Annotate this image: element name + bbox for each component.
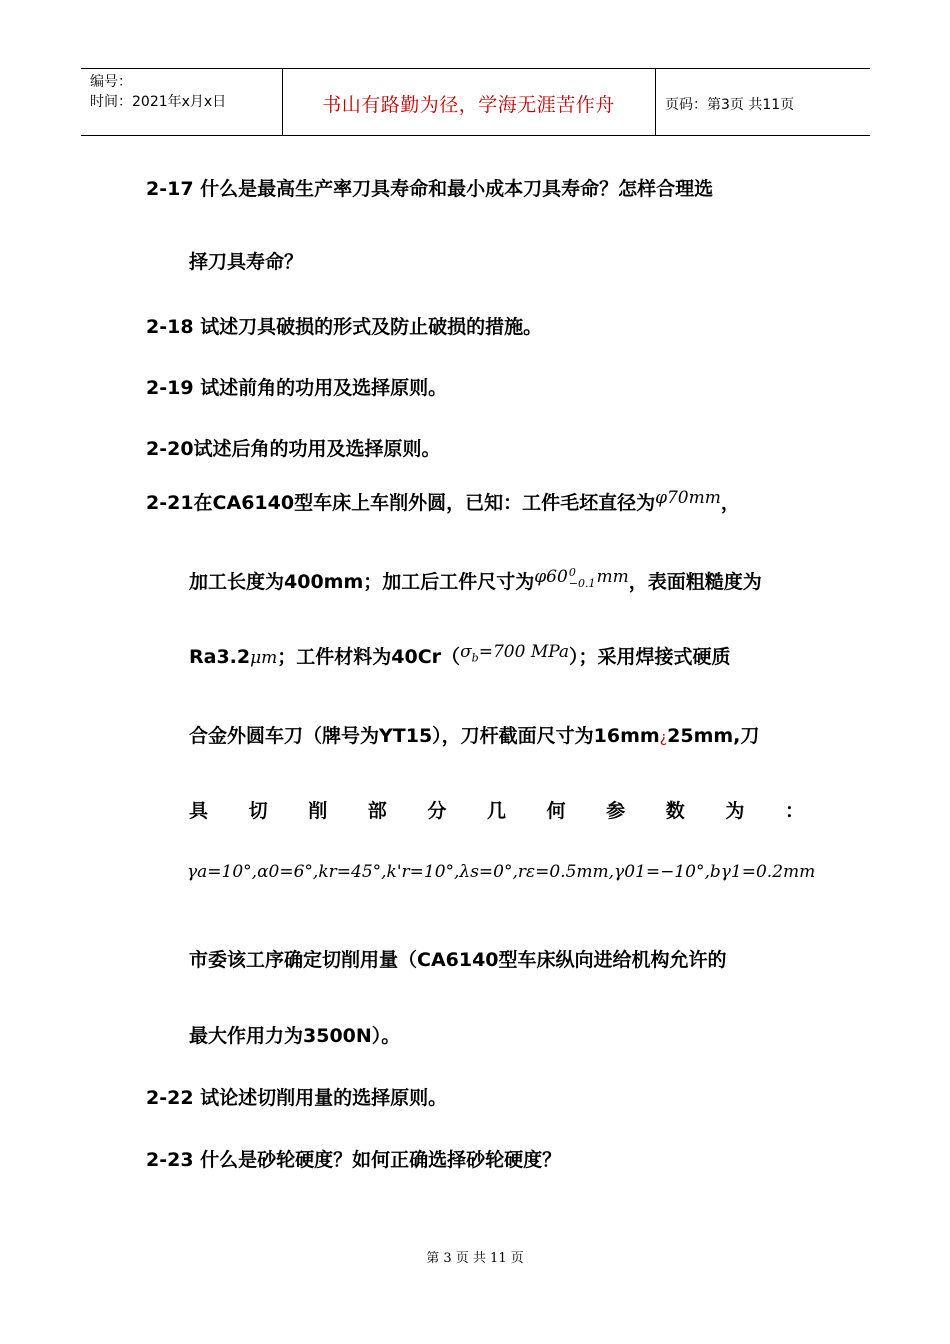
question-2-21-line2 bbox=[189, 567, 762, 595]
finished-size-formula bbox=[534, 565, 629, 590]
spread-char: 具 bbox=[189, 800, 209, 822]
number-label: 编号： bbox=[90, 74, 132, 90]
sigma-subscript: b bbox=[471, 651, 479, 665]
blank-diameter-formula: φ70mm bbox=[655, 488, 721, 508]
question-2-21-line3 bbox=[189, 642, 731, 670]
header-bottom-rule bbox=[81, 135, 870, 136]
page-footer: 第 3 页 共 11 页 bbox=[426, 1251, 524, 1266]
question-2-21-line5 bbox=[189, 796, 804, 823]
spread-char: 何 bbox=[546, 800, 566, 822]
header-page-info: 页码：第3页 共11页 bbox=[665, 97, 795, 113]
q21-line1-end: ， bbox=[720, 492, 740, 514]
spread-char: 几 bbox=[486, 800, 506, 822]
finished-size-unit: mm bbox=[596, 567, 629, 587]
spread-char: 分 bbox=[427, 800, 447, 822]
question-2-22: 2-22 试论述切削用量的选择原则。 bbox=[146, 1087, 448, 1109]
finished-size-base: φ60 bbox=[534, 567, 568, 587]
question-2-17-line2: 择刀具寿命？ bbox=[189, 251, 304, 273]
header-meta bbox=[90, 72, 226, 112]
q21-line3-text: ；工件材料为40Cr（ bbox=[277, 646, 461, 668]
time-label: 时间：2021年x月x日 bbox=[90, 94, 227, 110]
header-top-rule bbox=[81, 68, 870, 69]
tolerance-lower: −0.1 bbox=[568, 576, 596, 590]
roughness-unit: μm bbox=[250, 648, 278, 668]
header-motto: 书山有路勤为径，学海无涯苦作舟 bbox=[322, 94, 615, 116]
question-2-21-line4 bbox=[189, 721, 759, 748]
missing-glyph-mark: ¿ bbox=[659, 730, 668, 746]
q21-line3-end: ）；采用焊接式硬质 bbox=[569, 646, 731, 668]
tensile-strength-formula bbox=[460, 642, 570, 665]
sigma-value: =700 MPa bbox=[478, 642, 570, 662]
spread-char: ： bbox=[784, 800, 804, 822]
q21-line2-end: ，表面粗糙度为 bbox=[628, 571, 762, 593]
tolerance-upper: 0 bbox=[568, 565, 576, 579]
question-2-19: 2-19 试述前角的功用及选择原则。 bbox=[146, 377, 448, 399]
q21-line2-text: 加工长度为400mm；加工后工件尺寸为 bbox=[189, 571, 535, 593]
q21-line4-text: 合金外圆车刀（牌号为YT15），刀杆截面尺寸为16mm bbox=[189, 725, 660, 747]
question-2-21-line1 bbox=[146, 488, 740, 515]
q21-line4-end: 25mm,刀 bbox=[667, 725, 760, 747]
tolerance bbox=[569, 567, 596, 589]
question-2-18: 2-18 试述刀具破损的形式及防止破损的措施。 bbox=[146, 316, 543, 338]
question-2-20: 2-20试述后角的功用及选择原则。 bbox=[146, 438, 441, 460]
q21-line1-text: 2-21在CA6140型车床上车削外圆，已知：工件毛坯直径为 bbox=[146, 492, 656, 514]
tool-geometry-formula: γa=10°,α0=6°,kr=45°,k'r=10°,λs=0°,rε=0.5mm,γ01=−10°,bγ1=0.2mm bbox=[187, 862, 816, 882]
roughness-value: Ra3.2 bbox=[189, 646, 251, 668]
spread-char: 切 bbox=[248, 800, 268, 822]
question-2-21-line8: 最大作用力为3500N）。 bbox=[189, 1025, 401, 1047]
spread-char: 削 bbox=[308, 800, 328, 822]
question-2-21-line7: 市委该工序确定切削用量（CA6140型车床纵向进给机构允许的 bbox=[189, 949, 727, 971]
spread-char: 数 bbox=[665, 800, 685, 822]
question-2-17-line1: 2-17 什么是最高生产率刀具寿命和最小成本刀具寿命？怎样合理选 bbox=[146, 178, 714, 200]
question-2-23: 2-23 什么是砂轮硬度？如何正确选择砂轮硬度？ bbox=[146, 1149, 562, 1171]
spread-char: 参 bbox=[606, 800, 626, 822]
header-separator bbox=[655, 68, 656, 136]
spread-char: 部 bbox=[367, 800, 387, 822]
sigma-symbol: σ bbox=[460, 642, 472, 662]
spread-char: 为 bbox=[725, 800, 745, 822]
